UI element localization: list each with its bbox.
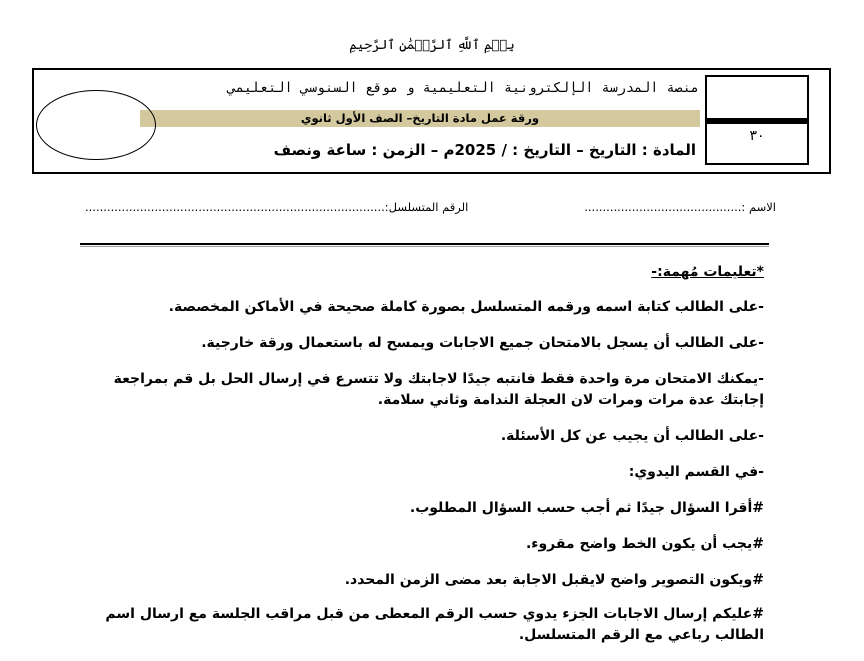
grade-value: ٣٠	[749, 128, 765, 144]
divider-line-thin	[80, 246, 769, 247]
instruction-item: -على الطالب أن يسجل بالامتحان جميع الاجابات ويمسح له باستعمال ورقة خارجية.	[201, 335, 764, 351]
basmala: بِسۡمِ ٱللَّهِ ٱلرَّحۡمَٰنِ ٱلرَّحِيمِ	[349, 38, 515, 53]
worksheet-title: ورقة عمل مادة التاريخ– الصف الأول ثانوي	[300, 111, 540, 125]
instruction-item: -في القسم اليدوي:	[628, 464, 764, 480]
stamp-ellipse	[36, 90, 156, 160]
instruction-item: #يجب أن يكون الخط واضح مقروء.	[525, 536, 764, 552]
instruction-item: #أقرا السؤال جيدًا ثم أجب حسب السؤال المطلوب.	[409, 500, 764, 516]
instruction-item: #عليكم إرسال الاجابات الجزء يدوي حسب الرقم المعطى من قبل مراقب الجلسة مع ارسال اسم الطالب رباعي مع الرقم المتسلسل.	[105, 606, 764, 643]
grade-divider	[707, 118, 807, 124]
instruction-item: -على الطالب أن يجيب عن كل الأسئلة.	[500, 428, 764, 444]
serial-field: الرقم المتسلسل:..................................................................................	[85, 200, 469, 214]
instruction-item: -يمكنك الامتحان مرة واحدة فقط فانتبه جيدًا لاجابتك ولا تتسرع في إرسال الحل بل قم بمراجعة إجابتك عدة مرات ومرات لان العجلة الندامة وثاني سلامة.	[113, 371, 764, 408]
divider-line	[80, 243, 769, 245]
instructions-heading: *تعليمات مُهمة:-	[651, 264, 764, 280]
name-field: الاسم :...........................................	[584, 200, 776, 214]
platform-name: منصة المدرسة الإلكترونية التعليمية و موقع السنوسي التعليمي	[227, 80, 699, 96]
subject-line: المادة : التاريخ – التاريخ : / 2025م – الزمن : ساعة ونصف	[273, 141, 696, 159]
instruction-item: #ويكون التصوير واضح لايقبل الاجابة بعد مضى الزمن المحدد.	[344, 572, 764, 588]
instruction-item: -على الطالب كتابة اسمه ورقمه المتسلسل بصورة كاملة صحيحة في الأماكن المخصصة.	[168, 299, 764, 315]
